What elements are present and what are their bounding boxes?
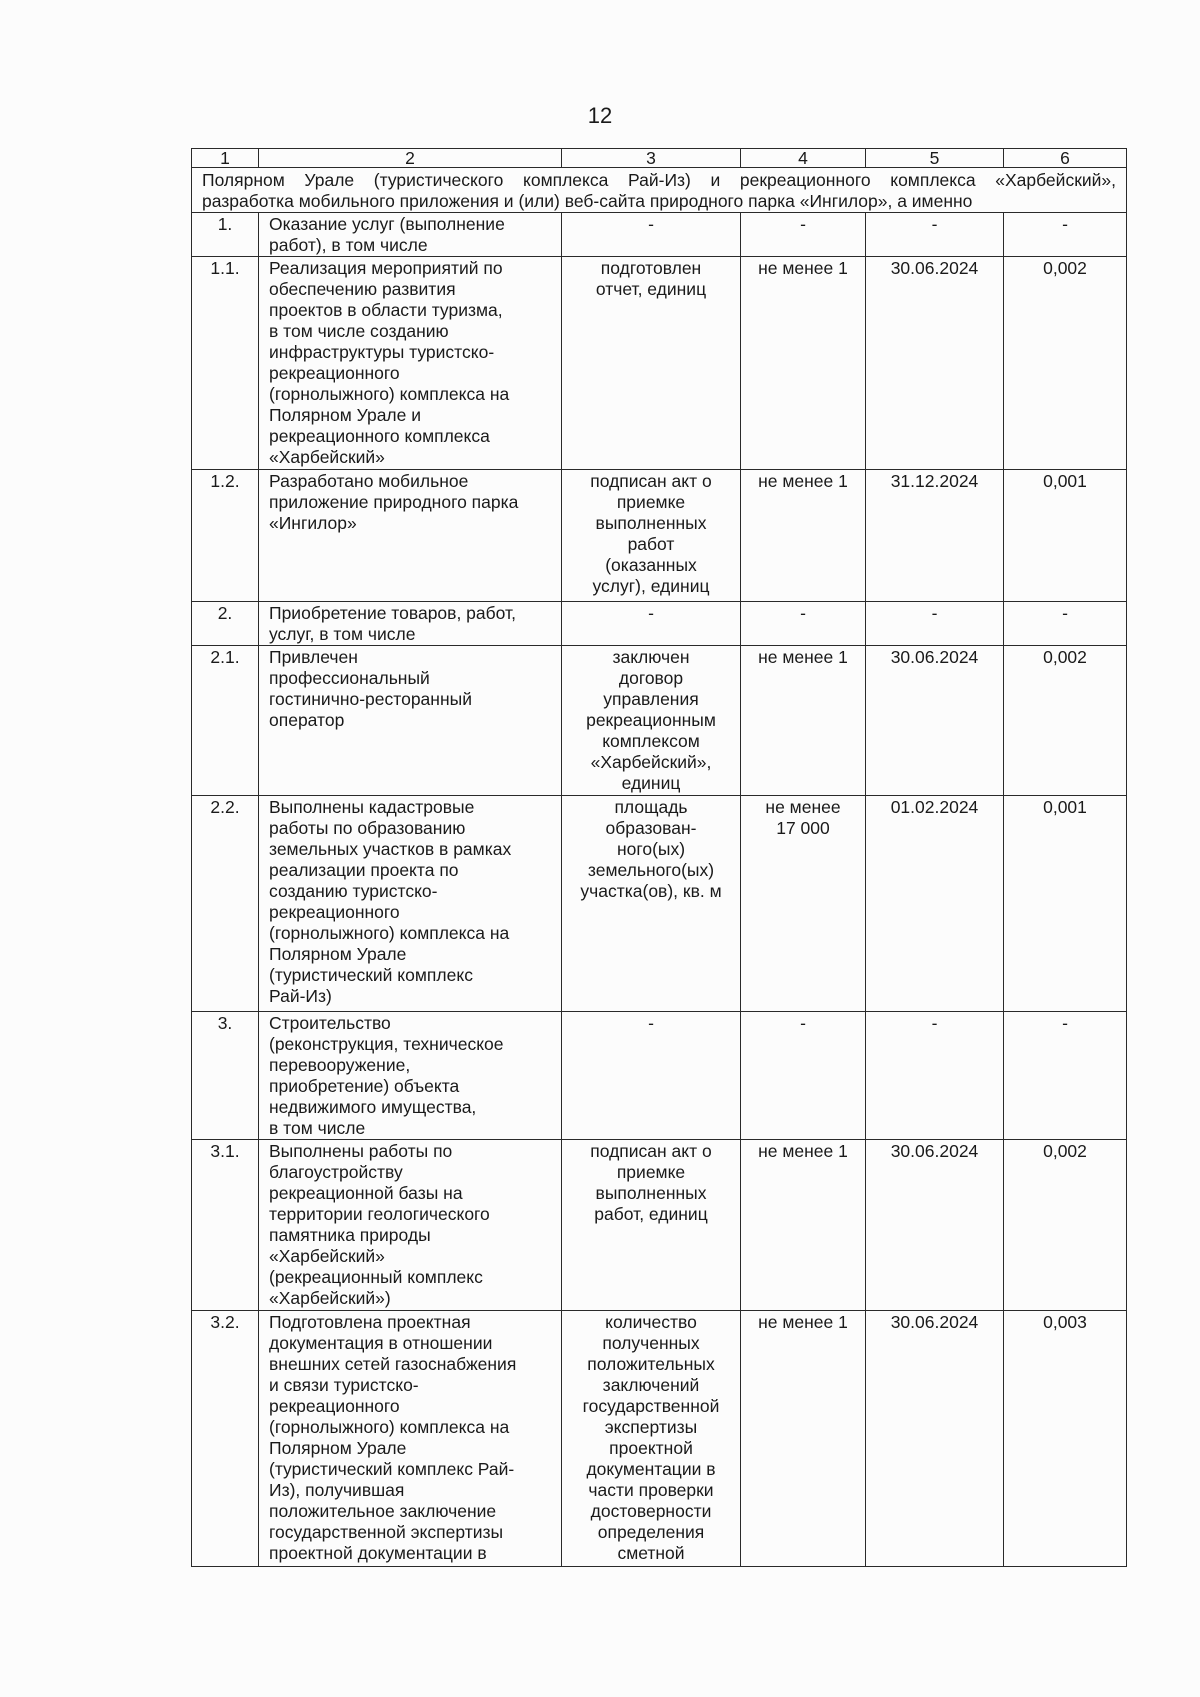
row-unit: - [562,602,741,646]
row-unit: - [562,1012,741,1140]
row-weight: - [1004,602,1127,646]
row-weight: 0,002 [1004,257,1127,470]
row-weight: - [1004,1012,1127,1140]
table-row [192,796,1127,1012]
table-row [192,602,1127,646]
row-name: Реализация мероприятий по обеспечению развития проектов в области туризма, в том числе созданию инфраструктуры туристско- рекреационного (горнолыжного) комплекса на Полярном Урале и рекреационного комплекса «Харбейский» [259,257,562,470]
row-date: 30.06.2024 [866,646,1004,796]
row-unit: подготовлен отчет, единиц [562,257,741,470]
row-value: не менее 1 [741,1140,866,1311]
row-date: 31.12.2024 [866,470,1004,602]
row-number: 2.2. [192,796,259,1012]
row-unit: - [562,213,741,257]
section-heading [192,168,1127,213]
row-number: 2.1. [192,646,259,796]
row-value: не менее 1 [741,646,866,796]
row-name: Подготовлена проектная документация в отношении внешних сетей газоснабжения и связи туристско- рекреационного (горнолыжного) комплекса на Полярном Урале (туристический комплекс Рай- Из), получившая положительное заключение государственной экспертизы проектной документации в [259,1311,562,1567]
row-value: не менее 1 [741,257,866,470]
row-date: 30.06.2024 [866,257,1004,470]
row-number: 3. [192,1012,259,1140]
column-number: 1 [192,149,259,168]
row-weight: 0,001 [1004,796,1127,1012]
row-number: 2. [192,602,259,646]
row-number: 1. [192,213,259,257]
row-value: - [741,602,866,646]
table-row [192,1311,1127,1567]
row-name: Приобретение товаров, работ, услуг, в том числе [259,602,562,646]
row-name: Привлечен профессиональный гостинично-ресторанный оператор [259,646,562,796]
row-value: не менее 1 [741,1311,866,1567]
row-unit: подписан акт о приемке выполненных работ (оказанных услуг), единиц [562,470,741,602]
column-number: 4 [741,149,866,168]
row-number: 3.2. [192,1311,259,1567]
table-row [192,257,1127,470]
row-value: - [741,1012,866,1140]
table-row [192,470,1127,602]
section-heading-line: разработка мобильного приложения и (или) веб-сайта природного парка «Ингилор», а именно [202,191,973,211]
row-value: не менее 1 [741,470,866,602]
row-unit: количество полученных положительных заключений государственной экспертизы проектной документации в части проверки достоверности определения сметной [562,1311,741,1567]
column-number: 3 [562,149,741,168]
section-heading-row [192,168,1127,213]
column-number: 6 [1004,149,1127,168]
row-name: Выполнены кадастровые работы по образованию земельных участков в рамках реализации проекта по созданию туристско- рекреационного (горнолыжного) комплекса на Полярном Урале (туристический комплекс Рай-Из) [259,796,562,1012]
row-weight: 0,002 [1004,646,1127,796]
row-date: - [866,1012,1004,1140]
row-number: 3.1. [192,1140,259,1311]
row-number: 1.2. [192,470,259,602]
row-number: 1.1. [192,257,259,470]
row-value: не менее 17 000 [741,796,866,1012]
row-weight: - [1004,213,1127,257]
row-name: Оказание услуг (выполнение работ), в том числе [259,213,562,257]
column-number: 5 [866,149,1004,168]
row-name: Выполнены работы по благоустройству рекреационной базы на территории геологического памятника природы «Харбейский» (рекреационный комплекс «Харбейский») [259,1140,562,1311]
row-date: 30.06.2024 [866,1311,1004,1567]
row-name: Строительство (реконструкция, техническое перевооружение, приобретение) объекта недвижимого имущества, в том числе [259,1012,562,1140]
row-value: - [741,213,866,257]
row-date: 30.06.2024 [866,1140,1004,1311]
row-weight: 0,002 [1004,1140,1127,1311]
row-date: - [866,213,1004,257]
table-row [192,1140,1127,1311]
row-name: Разработано мобильное приложение природного парка «Ингилор» [259,470,562,602]
page-number: 12 [587,103,613,128]
row-unit: заключен договор управления рекреационным комплексом «Харбейский», единиц [562,646,741,796]
indicators-table [191,148,1127,1567]
row-weight: 0,001 [1004,470,1127,602]
column-number: 2 [259,149,562,168]
table-row [192,1012,1127,1140]
row-unit: площадь образован- ного(ых) земельного(ых) участка(ов), кв. м [562,796,741,1012]
row-date: - [866,602,1004,646]
row-unit: подписан акт о приемке выполненных работ, единиц [562,1140,741,1311]
table-row [192,646,1127,796]
row-weight: 0,003 [1004,1311,1127,1567]
row-date: 01.02.2024 [866,796,1004,1012]
table-row [192,213,1127,257]
section-heading-line: Полярном Урале (туристического комплекса Рай-Из) и рекреационного комплекса «Харбейский», [202,170,1116,190]
column-number-row [192,149,1127,168]
